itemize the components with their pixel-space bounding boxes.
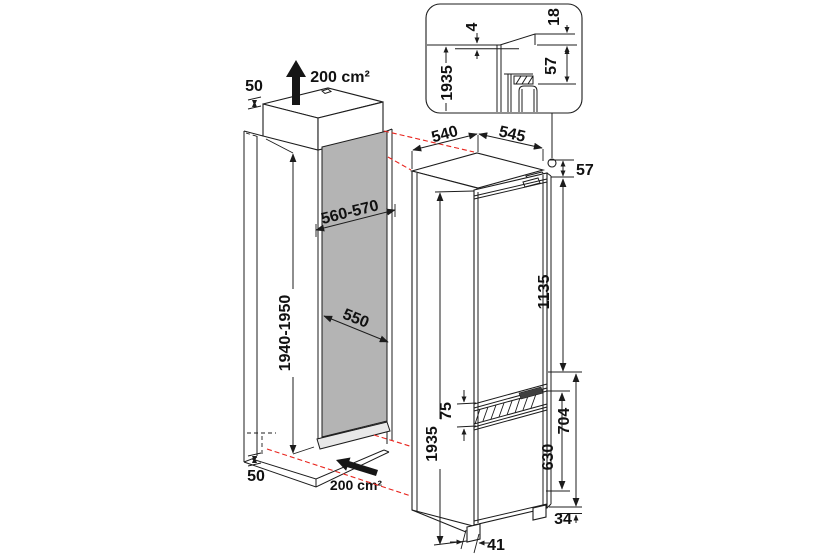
- top-detail-inset: [426, 4, 582, 113]
- label-inset-hinge: 57: [543, 57, 560, 75]
- label-width: 540: [429, 122, 460, 147]
- label-bottom-vent-area: 200 cm²: [329, 477, 383, 493]
- appliance-left-side: [412, 171, 477, 527]
- appliance-drawing: [412, 113, 556, 542]
- niche-left-wall: [244, 131, 263, 462]
- label-inset-gap: 4: [464, 22, 481, 32]
- niche-hidden-edges: [246, 133, 276, 457]
- label-rear-offset: 34: [554, 511, 572, 528]
- label-inset-height: 1935: [439, 65, 456, 101]
- label-lower-section: 704: [556, 407, 573, 435]
- label-upper-door: 1135: [536, 274, 553, 310]
- label-niche-height: 1940-1950: [277, 294, 294, 372]
- niche-inner-right-edge: [387, 129, 392, 444]
- label-top-gap: 57: [576, 162, 594, 179]
- label-vent-gap: 75: [438, 402, 455, 420]
- label-lower-door: 630: [540, 443, 557, 471]
- label-depth: 545: [497, 123, 527, 146]
- label-niche-bottom-clearance: 50: [247, 468, 265, 485]
- front-right-foot: [533, 505, 546, 520]
- label-inset-panel: 18: [546, 8, 563, 26]
- appliance-front-doors: [474, 173, 547, 525]
- niche-back-panel: [322, 131, 387, 437]
- label-foot-depth: 41: [487, 537, 505, 554]
- label-niche-width: 560-570: [319, 197, 381, 228]
- label-niche-top-clearance: 50: [245, 78, 263, 95]
- label-niche-depth: 550: [340, 305, 372, 332]
- label-total-height: 1935: [424, 426, 441, 462]
- label-top-vent-area: 200 cm²: [310, 69, 370, 86]
- niche-drawing: [244, 60, 395, 493]
